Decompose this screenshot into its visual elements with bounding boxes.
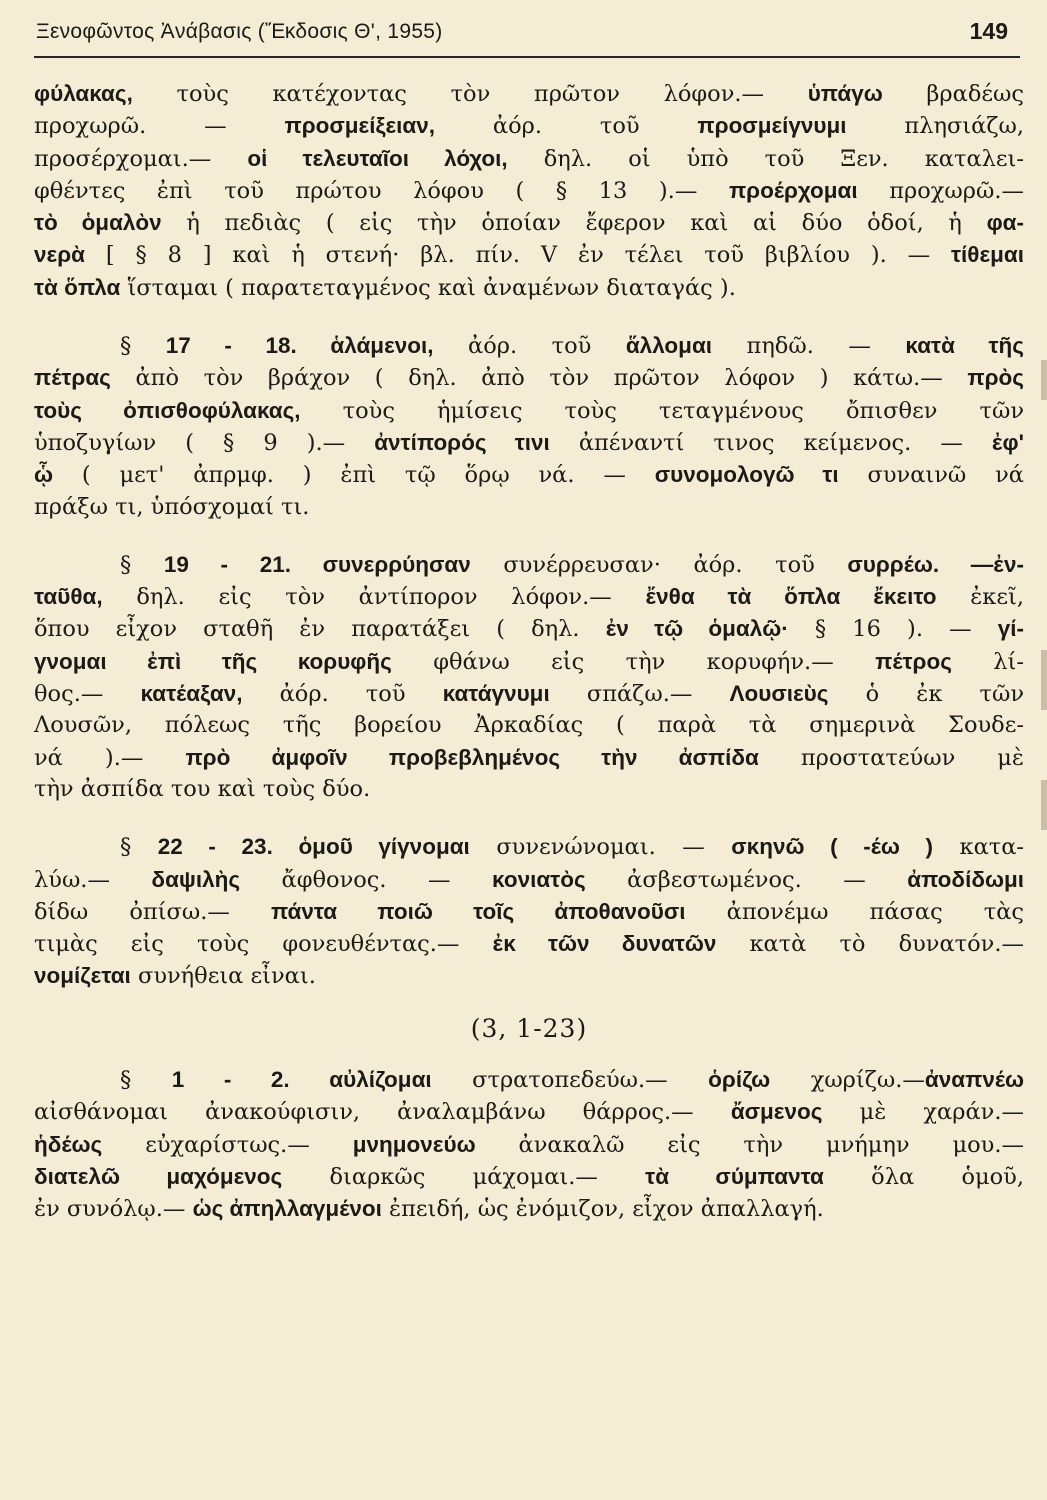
gloss-text: § xyxy=(120,551,164,578)
gloss-text: ἐπειδή, ὡς ἐνόμιζον, εἶχον ἀπαλλαγή. xyxy=(381,1196,824,1223)
gloss-text: αἰσθάνομαι ἀνακούφισιν, ἀναλαμβάνω θάρρος.— xyxy=(34,1099,731,1126)
gloss-text: προσέρχομαι.— xyxy=(34,145,248,172)
text-line xyxy=(34,330,1024,362)
lemma-term: συρρέω. —ἐν- xyxy=(847,551,1024,577)
text-line xyxy=(34,1129,1024,1161)
lemma-term: δαψιλὴς xyxy=(151,866,241,892)
gloss-text: τιμὰς εἰς τοὺς φονευθέντας.— xyxy=(34,931,493,958)
running-title: Ξενοφῶντος Ἀνάβασις (Ἔκδοσις Θ', 1955) xyxy=(36,20,443,43)
lemma-term: πρὸ ἀμφοῖν προβεβλημένος τὴν ἀσπίδα xyxy=(185,744,759,770)
text-line xyxy=(34,896,1024,928)
text-line xyxy=(34,1161,1024,1193)
lemma-term: ὁρίζω xyxy=(708,1067,771,1093)
text-line xyxy=(34,1064,1024,1096)
text-line xyxy=(34,395,1024,427)
gloss-text: ἀνακαλῶ εἰς τὴν μνήμην μου.— xyxy=(475,1131,1024,1158)
gloss-text: λί- xyxy=(951,648,1024,675)
lemma-term: γνομαι ἐπὶ τῆς κορυφῆς xyxy=(34,648,392,674)
paragraph-gap xyxy=(34,304,1024,330)
lemma-term: τὰ σύμπαντα xyxy=(645,1163,824,1189)
lemma-term: διατελῶ μαχόμενος xyxy=(34,1163,283,1189)
lemma-term: ἐν τῷ ὁμαλῷ· xyxy=(605,616,789,642)
text-line xyxy=(34,774,1024,805)
lemma-term: προέρχομαι xyxy=(728,177,858,203)
text-line xyxy=(34,1096,1024,1128)
lemma-term: κατέαξαν, xyxy=(140,681,243,707)
text-line xyxy=(34,1193,1024,1225)
text-line xyxy=(34,427,1024,459)
gloss-text: λύω.— xyxy=(34,866,152,893)
lemma-term: τοὺς ὀπισθοφύλακας, xyxy=(34,397,301,423)
gloss-text: § xyxy=(120,333,166,360)
gloss-text: ἄφθονος. — xyxy=(240,866,493,893)
text-line xyxy=(34,710,1024,741)
text-line xyxy=(34,613,1024,645)
lemma-term: ἐκ τῶν δυνατῶν xyxy=(492,931,717,957)
lemma-term: μνημονεύω xyxy=(352,1131,476,1157)
text-line xyxy=(34,581,1024,613)
lemma-term: τίθεμαι xyxy=(951,242,1024,268)
lemma-term: προσμείγνυμι xyxy=(697,113,847,139)
gloss-text: συνενώνομαι. — xyxy=(469,834,732,861)
lemma-term: πρὸς xyxy=(967,365,1024,391)
gloss-text: νά ).— xyxy=(34,744,186,771)
gloss-text: φθάνω εἰς τὴν κορυφήν.— xyxy=(391,648,876,675)
gloss-text: ἡ πεδιὰς ( εἰς τὴν ὁποίαν ἔφερον καὶ αἱ δύο ὁδοί, ἡ xyxy=(161,210,987,237)
lemma-term: πάντα ποιῶ τοῖς ἀποθανοῦσι xyxy=(270,898,686,924)
lemma-term: κατὰ τῆς xyxy=(905,333,1024,359)
lemma-term: ταῦθα, xyxy=(34,584,103,610)
lemma-term: ἔνθα τὰ ὅπλα ἔκειτο xyxy=(645,584,937,610)
margin-edge-mark xyxy=(1041,650,1047,710)
lemma-term: σκηνῶ ( -έω ) xyxy=(731,834,933,860)
paragraph-gap xyxy=(34,805,1024,831)
gloss-text: θος.— xyxy=(34,681,141,708)
gloss-text: προστατεύων μὲ xyxy=(758,744,1024,771)
lemma-term: τὰ ὅπλα xyxy=(34,274,121,300)
gloss-text: ἵσταμαι ( παρατεταγμένος καὶ ἀναμένων διαταγάς ). xyxy=(120,274,736,301)
text-line xyxy=(34,110,1024,142)
gloss-text: μὲ χαράν.— xyxy=(822,1099,1024,1126)
gloss-text: ἀπέναντί τινος κείμενος. — xyxy=(549,429,992,456)
margin-edge-mark xyxy=(1041,780,1047,830)
lemma-term: οἱ τελευταῖοι λόχοι, xyxy=(247,145,508,171)
lemma-term: ἄσμενος xyxy=(730,1099,823,1125)
gloss-text: τοὺς ἡμίσεις τοὺς τεταγμένους ὄπισθεν τῶν xyxy=(300,397,1024,424)
gloss-text: σπάζω.— xyxy=(549,681,730,708)
gloss-text: § xyxy=(120,1067,172,1094)
text-line xyxy=(34,549,1024,581)
lemma-term: ἅλλομαι xyxy=(625,333,713,359)
gloss-text: § 16 ). — xyxy=(788,616,998,643)
lemma-term: τὸ ὁμαλὸν xyxy=(34,210,162,236)
text-line xyxy=(34,864,1024,896)
gloss-text: ἀόρ. τοῦ xyxy=(433,333,626,360)
paragraph-gap xyxy=(34,1044,1024,1064)
text-line xyxy=(34,143,1024,175)
text-line xyxy=(34,492,1024,523)
page-body xyxy=(34,78,1024,1226)
text-line xyxy=(34,272,1024,304)
text-line xyxy=(34,78,1024,110)
gloss-text: προχωρῶ.— xyxy=(857,177,1025,204)
gloss-text: συνήθεια εἶναι. xyxy=(130,963,316,990)
gloss-text: ἀόρ. τοῦ xyxy=(435,113,698,140)
header-rule xyxy=(34,56,1020,58)
gloss-text: προχωρῶ. — xyxy=(34,113,285,140)
gloss-text: χωρίζω.— xyxy=(770,1067,925,1094)
lemma-term: 17 - 18. ἁλάμενοι, xyxy=(165,333,434,359)
gloss-text: φθέντες ἐπὶ τοῦ πρώτου λόφου ( § 13 ).— xyxy=(34,177,729,204)
text-line xyxy=(34,459,1024,491)
paragraph-gap xyxy=(34,993,1024,1013)
text-line xyxy=(34,678,1024,710)
lemma-term: φύλακας, xyxy=(34,81,133,106)
margin-edge-mark xyxy=(1041,360,1047,400)
gloss-text: Λουσῶν, πόλεως τῆς βορείου Ἀρκαδίας ( παρὰ τὰ σημερινὰ Σουδε- xyxy=(34,712,1024,739)
lemma-term: πέτρος xyxy=(875,648,952,674)
lemma-term: 1 - 2. αὐλίζομαι xyxy=(171,1067,432,1093)
lemma-term: νερὰ xyxy=(34,242,85,268)
gloss-text: ἐκεῖ, xyxy=(936,584,1025,611)
page-number: 149 xyxy=(969,18,1008,44)
gloss-text: τοὺς κατέχοντας τὸν πρῶτον λόφον.— xyxy=(132,81,808,107)
text-line xyxy=(34,175,1024,207)
lemma-term: νομίζεται xyxy=(34,963,131,989)
gloss-text: ( μετ' ἀπρμφ. ) ἐπὶ τῷ ὅρῳ νά. — xyxy=(53,462,655,489)
gloss-text: τὴν ἀσπίδα του καὶ τοὺς δύο. xyxy=(34,775,371,802)
lemma-term: ἀποδίδωμι xyxy=(907,866,1024,892)
gloss-text: δίδω ὀπίσω.— xyxy=(34,898,271,925)
lemma-term: ἐφ' xyxy=(991,429,1024,455)
gloss-text: ὅπου εἶχον σταθῆ ἐν παρατάξει ( δηλ. xyxy=(34,616,606,643)
gloss-text: συνέρρευσαν· ἀόρ. τοῦ xyxy=(470,551,848,578)
text-line xyxy=(34,928,1024,960)
gloss-text: δηλ. εἰς τὸν ἀντίπορον λόφον.— xyxy=(102,584,646,611)
lemma-term: συνομολογῶ τι xyxy=(654,462,839,488)
gloss-text: βραδέως xyxy=(882,81,1025,107)
lemma-term: ἀντίπορός τινι xyxy=(374,429,550,455)
gloss-text: ἐν συνόλῳ.— xyxy=(34,1196,193,1223)
gloss-text: [ § 8 ] καὶ ἡ στενή· βλ. πίν. V ἐν τέλει τοῦ βιβλίου ). — xyxy=(84,242,952,269)
lemma-term: προσμείξειαν, xyxy=(284,113,436,139)
gloss-text: ἀπὸ τὸν βράχον ( δηλ. ἀπὸ τὸν πρῶτον λόφον ) κάτω.— xyxy=(110,365,968,392)
text-line xyxy=(34,207,1024,239)
text-line xyxy=(34,239,1024,271)
gloss-text: ὅλα ὁμοῦ, xyxy=(823,1163,1024,1190)
lemma-term: κατάγνυμι xyxy=(442,681,550,707)
lemma-term: ἀναπνέω xyxy=(924,1067,1024,1093)
gloss-text: κατα- xyxy=(932,834,1025,861)
lemma-term: ἡδέως xyxy=(34,1131,103,1157)
lemma-term: γί- xyxy=(997,616,1025,642)
lemma-term: κονιατὸς xyxy=(492,866,586,892)
text-line xyxy=(34,362,1024,394)
text-line xyxy=(34,831,1024,863)
text-line xyxy=(34,646,1024,678)
lemma-term: ᾧ xyxy=(34,462,54,488)
gloss-text: κατὰ τὸ δυνατόν.— xyxy=(716,931,1024,958)
gloss-text: ὁ ἐκ τῶν xyxy=(828,681,1025,708)
lemma-term: πέτρας xyxy=(34,365,111,391)
page-header xyxy=(32,14,1022,50)
gloss-text: ἀόρ. τοῦ xyxy=(242,681,443,708)
lemma-term: 19 - 21. συνερρύησαν xyxy=(163,551,471,577)
gloss-text: ἀπονέμω πάσας τὰς xyxy=(685,898,1024,925)
lemma-term: 22 - 23. ὁμοῦ γίγνομαι xyxy=(157,834,470,860)
gloss-text: πράξω τι, ὑπόσχομαί τι. xyxy=(34,493,310,520)
gloss-text: στρατοπεδεύω.— xyxy=(431,1067,709,1094)
gloss-text: διαρκῶς μάχομαι.— xyxy=(282,1163,646,1190)
section-heading xyxy=(34,1013,1024,1044)
gloss-text: (3, 1-23) xyxy=(470,1013,588,1043)
gloss-text: § xyxy=(120,834,158,861)
gloss-text: ἀσβεστωμένος. — xyxy=(585,866,908,893)
gloss-text: εὐχαρίστως.— xyxy=(102,1131,353,1158)
gloss-text: πηδῶ. — xyxy=(712,333,906,360)
gloss-text: συναινῶ νά xyxy=(838,462,1024,489)
lemma-term: ὑπάγω xyxy=(807,81,883,106)
gloss-text: ὑποζυγίων ( § 9 ).— xyxy=(34,429,375,456)
lemma-term: ὡς ἀπηλλαγμένοι xyxy=(192,1196,382,1222)
text-line xyxy=(34,960,1024,992)
paragraph-gap xyxy=(34,523,1024,549)
lemma-term: φα- xyxy=(986,210,1024,236)
text-line xyxy=(34,742,1024,774)
gloss-text: δηλ. οἱ ὑπὸ τοῦ Ξεν. καταλει- xyxy=(507,145,1024,172)
gloss-text: πλησιάζω, xyxy=(846,113,1025,140)
lemma-term: Λουσιεὺς xyxy=(729,681,829,707)
